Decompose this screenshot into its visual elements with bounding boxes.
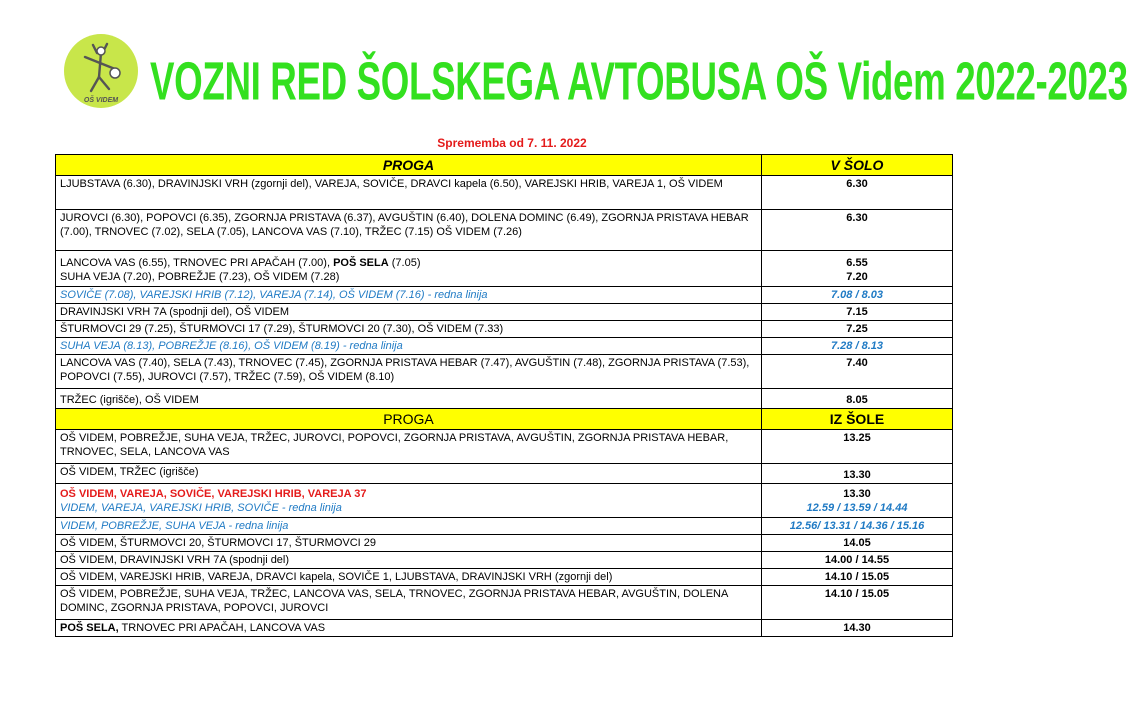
table-row — [56, 251, 953, 287]
time-cell: 13.25 — [762, 430, 953, 464]
table-row — [56, 484, 953, 518]
route-cell: OŠ VIDEM, TRŽEC (igrišče) — [56, 464, 762, 484]
route-text: SOVIČE (7.08), VAREJSKI HRIB (7.12), VAREJA (7.14), OŠ VIDEM (7.16) — [60, 289, 425, 301]
route-text: VIDEM, POBREŽJE, SUHA VEJA — [60, 520, 226, 532]
route-cell: ŠTURMOVCI 29 (7.25), ŠTURMOVCI 17 (7.29), ŠTURMOVCI 20 (7.30), OŠ VIDEM (7.33) — [56, 321, 762, 338]
route-text: (7.05) — [388, 257, 421, 269]
header-row-to-school — [56, 155, 953, 176]
time-cell: 14.30 — [762, 620, 953, 637]
table-row — [56, 535, 953, 552]
header-to-school: V ŠOLO — [762, 155, 953, 176]
table-row — [56, 210, 953, 251]
page-title: VOZNI RED ŠOLSKEGA AVTOBUSA OŠ Videm 2022-2023 — [150, 50, 1128, 112]
time-cell: 6.30 — [762, 210, 953, 251]
table-row — [56, 176, 953, 210]
time-text: 6.55 — [846, 257, 868, 269]
table-row — [56, 430, 953, 464]
time-cell: 14.00 / 14.55 — [762, 552, 953, 569]
route-note: - redna linija — [339, 340, 403, 352]
time-cell — [762, 484, 953, 518]
schedule-table — [55, 154, 953, 637]
route-cell: JUROVCI (6.30), POPOVCI (6.35), ZGORNJA PRISTAVA (6.37), AVGUŠTIN (6.40), DOLENA DOMINC (6.49), ZGORNJA PRISTAVA HEBAR (7.00), TRNOVEC (7.02), SELA (7.05), LANCOVA VAS (7.10), TRŽEC (7.15) OŠ VIDEM (7.26) — [56, 210, 762, 251]
route-cell — [56, 620, 762, 637]
time-cell — [762, 251, 953, 287]
time-cell: 14.05 — [762, 535, 953, 552]
time-cell: 8.05 — [762, 389, 953, 409]
route-cell: TRŽEC (igrišče), OŠ VIDEM — [56, 389, 762, 409]
header-route: PROGA — [56, 409, 762, 430]
route-cell: OŠ VIDEM, VAREJSKI HRIB, VAREJA, DRAVCI kapela, SOVIČE 1, LJUBSTAVA, DRAVINJSKI VRH (zgornji del) — [56, 569, 762, 586]
table-row — [56, 389, 953, 409]
route-text: LANCOVA VAS (6.55), TRNOVEC PRI APAČAH (7.00), — [60, 257, 334, 269]
route-cell: OŠ VIDEM, DRAVINJSKI VRH 7A (spodnji del) — [56, 552, 762, 569]
route-cell — [56, 518, 762, 535]
time-cell: 7.08 / 8.03 — [762, 287, 953, 304]
table-row — [56, 552, 953, 569]
route-cell — [56, 338, 762, 355]
time-cell: 13.30 — [762, 464, 953, 484]
header-row-from-school — [56, 409, 953, 430]
route-highlight: OŠ VIDEM, VAREJA, SOVIČE, VAREJSKI HRIB, VAREJA 37 — [60, 488, 367, 500]
table-row — [56, 518, 953, 535]
route-cell: LJUBSTAVA (6.30), DRAVINJSKI VRH (zgornji del), VAREJA, SOVIČE, DRAVCI kapela (6.50), VAREJSKI HRIB, VAREJA 1, OŠ VIDEM — [56, 176, 762, 210]
time-cell: 7.40 — [762, 355, 953, 389]
table-row — [56, 464, 953, 484]
change-notice: Sprememba od 7. 11. 2022 — [437, 136, 587, 150]
route-cell: OŠ VIDEM, ŠTURMOVCI 20, ŠTURMOVCI 17, ŠTURMOVCI 29 — [56, 535, 762, 552]
route-cell: OŠ VIDEM, POBREŽJE, SUHA VEJA, TRŽEC, JUROVCI, POPOVCI, ZGORNJA PRISTAVA, AVGUŠTIN, ZGORNJA PRISTAVA HEBAR, TRNOVEC, SELA, LANCOVA VAS — [56, 430, 762, 464]
route-note: - redna linija — [424, 289, 488, 301]
route-note: - redna linija — [278, 502, 342, 514]
table-row — [56, 586, 953, 620]
route-cell — [56, 251, 762, 287]
time-cell: 12.56/ 13.31 / 14.36 / 15.16 — [762, 518, 953, 535]
route-highlight: POŠ SELA, — [60, 622, 119, 634]
table-row — [56, 620, 953, 637]
route-text: SUHA VEJA (7.20), POBREŽJE (7.23), OŠ VIDEM (7.28) — [60, 271, 340, 283]
route-cell — [56, 287, 762, 304]
time-cell: 14.10 / 15.05 — [762, 586, 953, 620]
time-cell: 6.30 — [762, 176, 953, 210]
logo-text: OŠ VIDEM — [83, 97, 119, 104]
route-note: - redna linija — [225, 520, 289, 532]
time-text: 7.20 — [846, 271, 868, 283]
table-row — [56, 355, 953, 389]
time-text: 12.59 / 13.59 / 14.44 — [806, 502, 908, 514]
time-cell: 14.10 / 15.05 — [762, 569, 953, 586]
route-text: TRNOVEC PRI APAČAH, LANCOVA VAS — [118, 622, 326, 634]
route-highlight: POŠ SELA — [333, 257, 389, 269]
route-text: VIDEM, VAREJA, VAREJSKI HRIB, SOVIČE — [60, 502, 279, 514]
time-cell: 7.15 — [762, 304, 953, 321]
header-route: PROGA — [56, 155, 762, 176]
route-cell: DRAVINJSKI VRH 7A (spodnji del), OŠ VIDEM — [56, 304, 762, 321]
route-text: SUHA VEJA (8.13), POBREŽJE (8.16), OŠ VIDEM (8.19) — [60, 340, 340, 352]
school-logo — [63, 33, 139, 109]
table-row — [56, 287, 953, 304]
time-cell: 7.25 — [762, 321, 953, 338]
route-cell: OŠ VIDEM, POBREŽJE, SUHA VEJA, TRŽEC, LANCOVA VAS, SELA, TRNOVEC, ZGORNJA PRISTAVA HEBAR, AVGUŠTIN, DOLENA DOMINC, ZGORNJA PRISTAVA, POPOVCI, JUROVCI — [56, 586, 762, 620]
time-cell: 7.28 / 8.13 — [762, 338, 953, 355]
route-cell: LANCOVA VAS (7.40), SELA (7.43), TRNOVEC (7.45), ZGORNJA PRISTAVA HEBAR (7.47), AVGUŠTIN (7.48), ZGORNJA PRISTAVA (7.53), POPOVCI (7.55), JUROVCI (7.57), TRŽEC (7.59), OŠ VIDEM (8.10) — [56, 355, 762, 389]
time-text: 13.30 — [843, 488, 871, 500]
table-row — [56, 569, 953, 586]
table-row — [56, 321, 953, 338]
header-from-school: IZ ŠOLE — [762, 409, 953, 430]
table-row — [56, 304, 953, 321]
table-row — [56, 338, 953, 355]
route-cell — [56, 484, 762, 518]
